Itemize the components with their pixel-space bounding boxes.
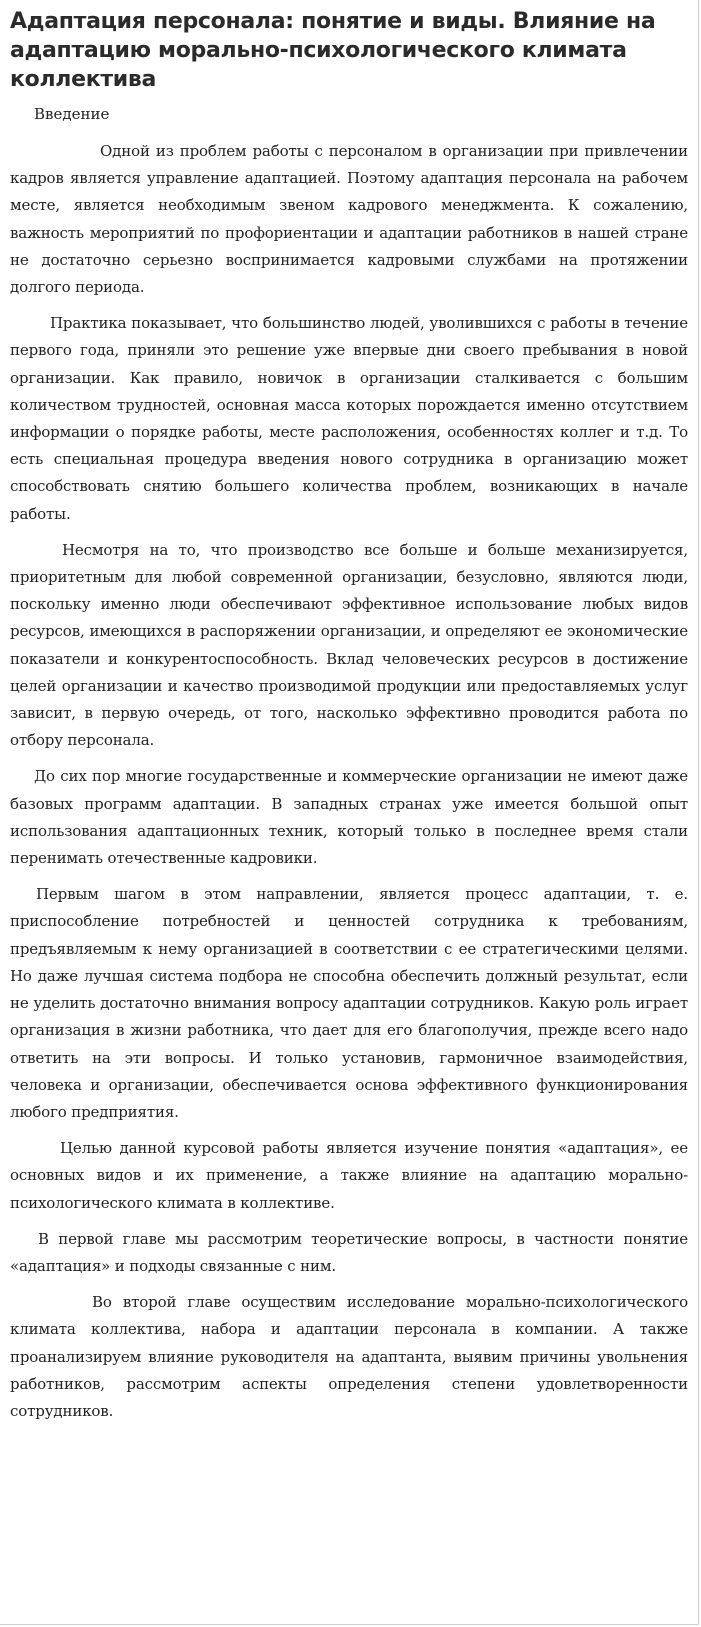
article-title: Адаптация персонала: понятие и виды. Влияние на адаптацию морально-психологического климата коллектива xyxy=(10,9,656,92)
paragraph-1: Одной из проблем работы с персоналом в организации при привлечении кадров является управление адаптацией. Поэтому адаптация персонала на рабочем месте, является необходимым звеном кадрового менеджмента. К сожалению, важность мероприятий по профориентации и адаптации работников в нашей стране не достаточно серьезно воспринимается кадровыми службами на протяжении долгого периода. xyxy=(10,142,688,297)
paragraph-7: В первой главе мы рассмотрим теоретические вопросы, в частности понятие «адаптация» и подходы связанные с ним. xyxy=(10,1229,688,1275)
paragraph-4: До сих пор многие государственные и коммерческие организации не имеют даже базовых программ адаптации. В западных странах уже имеется большой опыт использования адаптационных техник, который только в последнее время стали перенимать отечественные кадровики. xyxy=(10,767,688,868)
section-heading-introduction: Введение xyxy=(34,105,110,123)
paragraph-6: Целью данной курсовой работы является изучение понятия «адаптация», ее основных видов и их применение, а также влияние на адаптацию морально-психологического климата в коллективе. xyxy=(10,1139,688,1212)
paragraph-5: Первым шагом в этом направлении, является процесс адаптации, т. е. приспособление потребностей и ценностей сотрудника к требованиям, предъявляемым к нему организацией в соответствии с ее стратегическими целями. Но даже лучшая система подбора не способна обеспечить должный результат, если не уделить достаточно внимания вопросу адаптации сотрудников. Какую роль играет организация в жизни работника, что дает для его благополучия, прежде всего надо ответить на эти вопросы. И только установив, гармоничное взаимодействия, человека и организации, обеспечивается основа эффективного функционирования любого предприятия. xyxy=(10,885,688,1121)
paragraph-3: Несмотря на то, что производство все больше и больше механизируется, приоритетным для любой современной организации, безусловно, являются люди, поскольку именно люди обеспечивают эффективное использование любых видов ресурсов, имеющихся в распоряжении организации, и определяют ее экономические показатели и конкурентоспособность. Вклад человеческих ресурсов в достижение целей организации и качество производимой продукции или предоставляемых услуг зависит, в первую очередь, от того, насколько эффективно проводится работа по отбору персонала. xyxy=(10,540,688,750)
paragraph-2: Практика показывает, что большинство людей, уволившихся с работы в течение первого года, приняли это решение уже впервые дни своего пребывания в новой организации. Как правило, новичок в организации сталкивается с большим количеством трудностей, основная масса которых порождается именно отсутствием информации о порядке работы, месте расположения, особенностях коллег и т.д. То есть специальная процедура введения нового сотрудника в организацию может способствовать снятию большего количества проблем, возникающих в начале работы. xyxy=(10,314,688,523)
paragraph-8: Во второй главе осуществим исследование морально-психологического климата коллектива, набора и адаптации персонала в компании. А также проанализируем влияние руководителя на адаптанта, выявим причины увольнения работников, рассмотрим аспекты определения степени удовлетворенности сотрудников. xyxy=(10,1293,688,1420)
